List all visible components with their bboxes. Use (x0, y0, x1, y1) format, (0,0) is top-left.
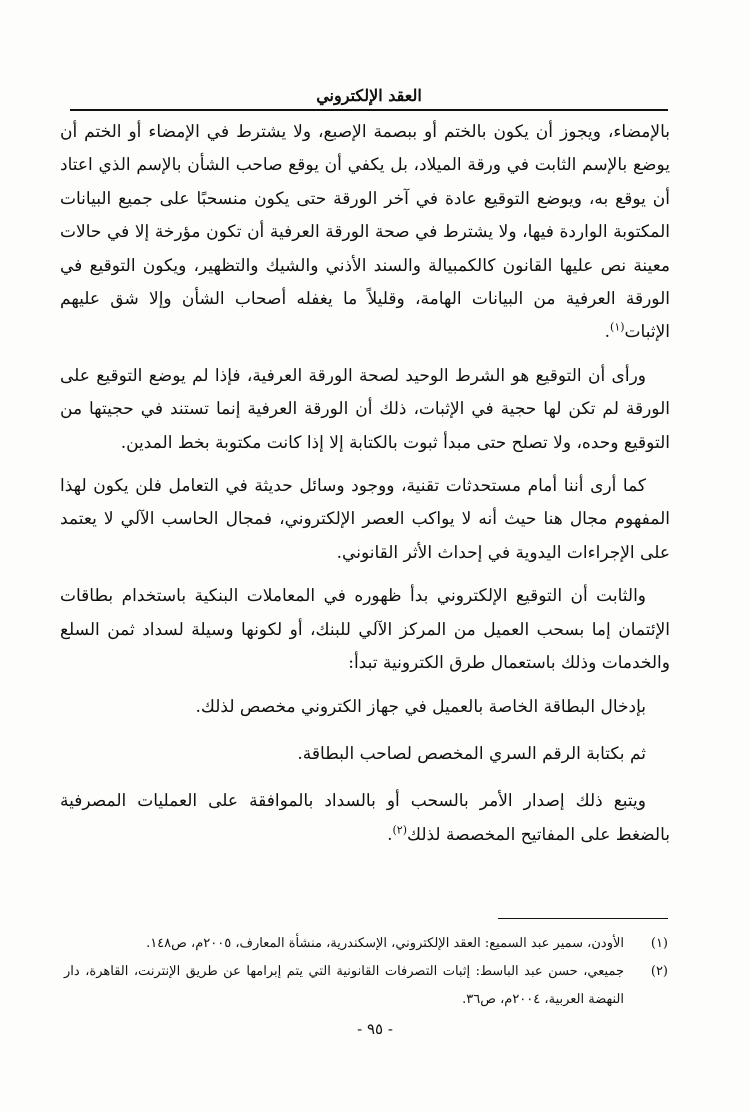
running-header (70, 86, 668, 111)
footnotes (64, 930, 668, 1014)
footnote-divider (498, 918, 668, 919)
paragraph-3: كما أرى أننا أمام مستحدثات تقنية، ووجود وسائل حديثة في التعامل فلن يكون لهذا المفهوم مجال هنا حيث أنه لا يواكب العصر الإلكتروني، فمجال الحاسب الآلي لا يعتمد على الإجراءات اليدوية في إحداث الأثر القانوني. (60, 476, 670, 563)
closing-paragraph (60, 785, 670, 852)
paragraph-2: ورأى أن التوقيع هو الشرط الوحيد لصحة الورقة العرفية، فإذا لم يوضع التوقيع على الورقة لم تكن لها حجية في الإثبات، ذلك أن الورقة العرفية إنما تستند في حجيتها من التوقيع وحده، ولا تصلح حتى مبدأ ثبوت بالكتابة إلا إذا كانت مكتوبة بخط المدين. (60, 365, 670, 453)
body-text (60, 116, 670, 862)
footnote-1 (64, 930, 668, 958)
footnote-text: الأودن، سمير عبد السميع: العقد الإلكتروني، الإسكندرية، منشأة المعارف، ٢٠٠٥م، ص١٤٨. (146, 936, 624, 951)
footnote-2 (64, 958, 668, 1014)
paragraph-1-text: بالإمضاء، ويجوز أن يكون بالختم أو ببصمة الإصبع، ولا يشترط في الإمضاء أو الختم أن يوضع بالإسم الثابت في ورقة الميلاد، بل يكفي أن يوقع صاحب الشأن بالإسم الذي اعتاد أن يوقع به، ويوضع التوقيع عادة في آخر الورقة حتى يكون منسحبًا على جميع البيانات المكتوبة الواردة فيها، ولا يشترط في صحة الورقة العرفية أن تكون مؤرخة إلا في حالات معينة نص عليها القانون كالكمبيالة والسند الأذني والشيك والتظهير، ويكون التوقيع في الورقة العرفية من البيانات الهامة، وقليلاً ما يغفله أصحاب الشأن وإلا شق عليهم الإثبات (60, 122, 670, 343)
closing-paragraph-end: . (387, 824, 393, 845)
header-title: العقد الإلكتروني (316, 86, 422, 105)
step-2: ثم بكتابة الرقم السري المخصص لصاحب البطاقة. (297, 743, 646, 764)
page-number: - ٩٥ - (357, 1020, 393, 1038)
footnote-number: (١) (650, 936, 668, 951)
footnote-ref-2[interactable]: (٢) (392, 823, 407, 837)
step-1: بإدخال البطاقة الخاصة بالعميل في جهاز الكتروني مخصص لذلك. (195, 696, 646, 717)
footnote-ref-1[interactable]: (١) (610, 320, 625, 334)
paragraph-1-end: . (604, 322, 611, 343)
paragraph-4: والثابت أن التوقيع الإلكتروني بدأ ظهوره في المعاملات البنكية باستخدام بطاقات الإئتمان إما بسحب العميل من المركز الآلي للبنك، أو لكونها وسيلة لسداد ثمن السلع والخدمات وذلك باستعمال طرق الكترونية تبدأ: (60, 586, 670, 674)
paragraph-1 (60, 116, 670, 350)
footnote-number: (٢) (650, 964, 668, 979)
footnote-text: جميعي، حسن عبد الباسط: إثبات التصرفات القانونية التي يتم إبرامها عن طريق الإنترنت، القاهرة، دار النهضة العربية، ٢٠٠٤م، ص٣٦. (64, 964, 624, 1007)
closing-paragraph-text: ويتبع ذلك إصدار الأمر بالسحب أو بالسداد بالموافقة على العمليات المصرفية بالضغط على المفاتيح المخصصة لذلك (60, 791, 670, 845)
